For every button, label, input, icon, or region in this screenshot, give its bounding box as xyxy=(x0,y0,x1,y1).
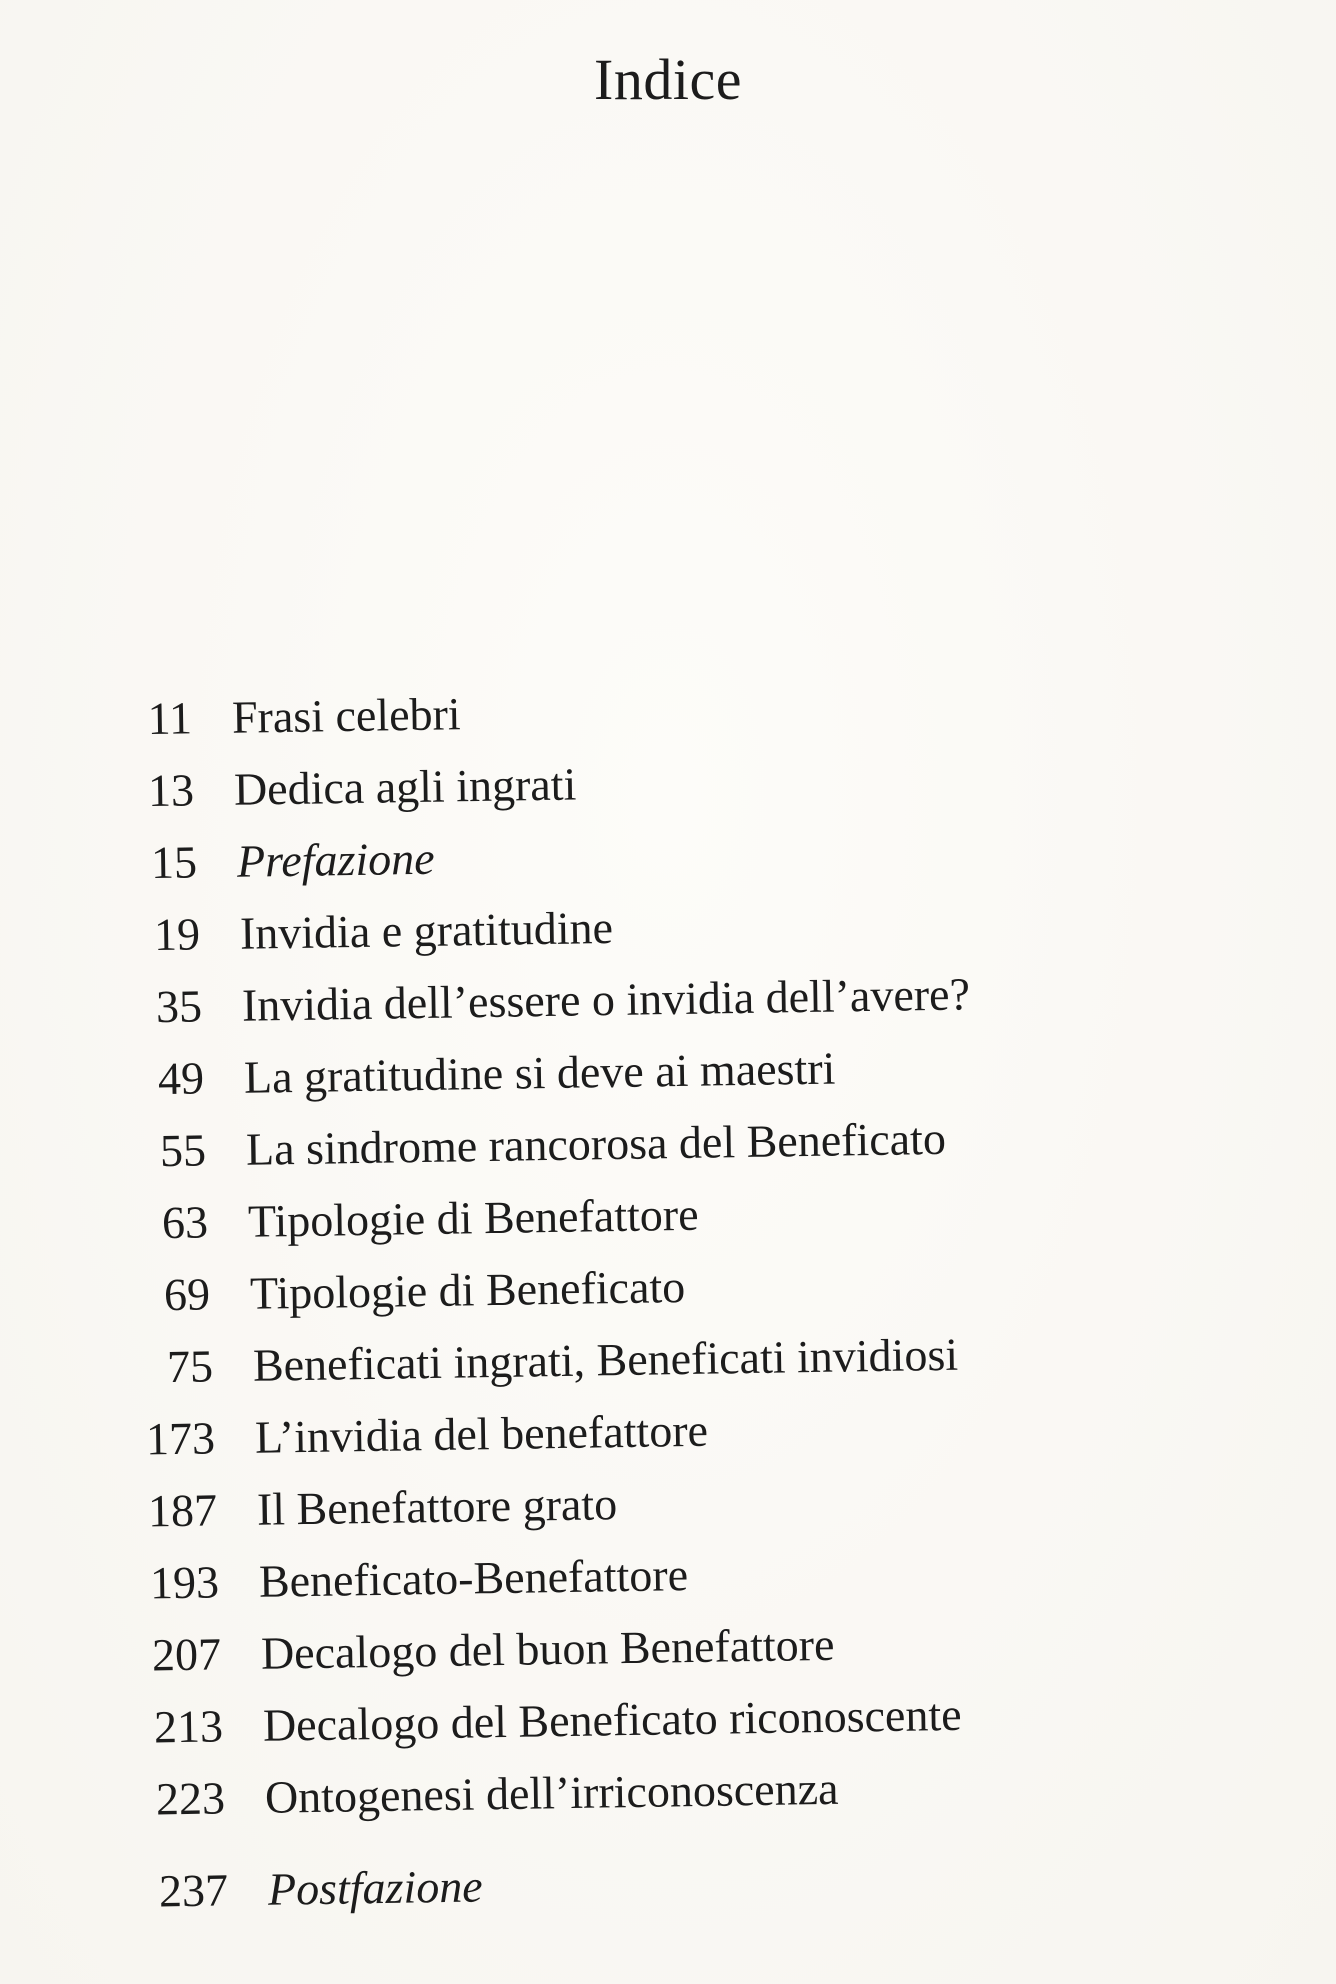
toc-entry-title: Invidia dell’essere o invidia dell’avere? xyxy=(241,968,971,1031)
toc-entry xyxy=(108,1185,699,1254)
toc-page-number: 223 xyxy=(155,1772,226,1825)
toc-entry xyxy=(110,1257,686,1326)
toc-page-number: 63 xyxy=(161,1196,209,1249)
toc-page-number: 213 xyxy=(153,1700,224,1753)
toc-entry-title: La gratitudine si deve ai maestri xyxy=(243,1042,836,1103)
toc-entry-title: Prefazione xyxy=(236,832,435,887)
toc-entry-title: Beneficato-Benefattore xyxy=(258,1549,689,1607)
toc-entry xyxy=(113,1325,959,1398)
toc-page-number: 49 xyxy=(157,1052,205,1105)
toc-page-number: 193 xyxy=(149,1556,220,1609)
toc-entry-title: Postfazione xyxy=(267,1860,484,1915)
page-title: Indice xyxy=(594,47,742,112)
toc-page-number: 69 xyxy=(163,1268,211,1321)
toc-entry xyxy=(121,1615,835,1686)
toc-entry xyxy=(102,964,971,1038)
toc-entry-title: Invidia e gratitudine xyxy=(239,901,614,959)
toc-page-number: 19 xyxy=(153,908,201,961)
toc-page-number: 55 xyxy=(159,1124,207,1177)
toc-page-number: 75 xyxy=(166,1340,214,1393)
toc-entry-title: Il Benefattore grato xyxy=(256,1478,618,1535)
toc-entry-title: Frasi celebri xyxy=(231,688,461,743)
toc-page-number: 237 xyxy=(158,1864,229,1917)
toc-entry-title: L’invidia del benefattore xyxy=(254,1404,709,1463)
toc-page-number: 173 xyxy=(145,1412,216,1465)
toc-page-number: 15 xyxy=(150,836,198,889)
toc-entry xyxy=(92,684,462,750)
toc-entry xyxy=(94,754,577,822)
toc-entry-title: Tipologie di Beneficato xyxy=(249,1260,686,1319)
toc-entry xyxy=(106,1109,947,1182)
toc-entry xyxy=(123,1685,962,1758)
toc-page-number: 35 xyxy=(155,980,203,1033)
toc-entry xyxy=(128,1856,484,1922)
toc-entry-title: Beneficati ingrati, Beneficati invidiosi xyxy=(252,1328,959,1391)
toc-entry-title: Tipologie di Benefattore xyxy=(247,1188,699,1247)
toc-entry xyxy=(104,1039,836,1110)
toc-entry xyxy=(115,1401,709,1470)
toc-entry-title: La sindrome rancorosa del Beneficato xyxy=(245,1112,947,1175)
toc-entry-title: Ontogenesi dell’irriconoscenza xyxy=(264,1762,839,1823)
toc-entry-title: Decalogo del buon Benefattore xyxy=(260,1618,835,1679)
toc-entry xyxy=(119,1545,689,1614)
toc-entry-title: Decalogo del Beneficato riconoscente xyxy=(262,1688,962,1751)
toc-page-number: 207 xyxy=(151,1628,222,1681)
toc-entry xyxy=(117,1474,618,1542)
toc-entry-title: Dedica agli ingrati xyxy=(233,758,577,815)
toc-page-number: 13 xyxy=(147,764,195,817)
toc-entry xyxy=(100,898,614,966)
toc-entry xyxy=(97,829,435,894)
toc-page-number: 187 xyxy=(147,1484,218,1537)
toc-page-number: 11 xyxy=(147,692,193,745)
toc-entry xyxy=(125,1759,839,1830)
